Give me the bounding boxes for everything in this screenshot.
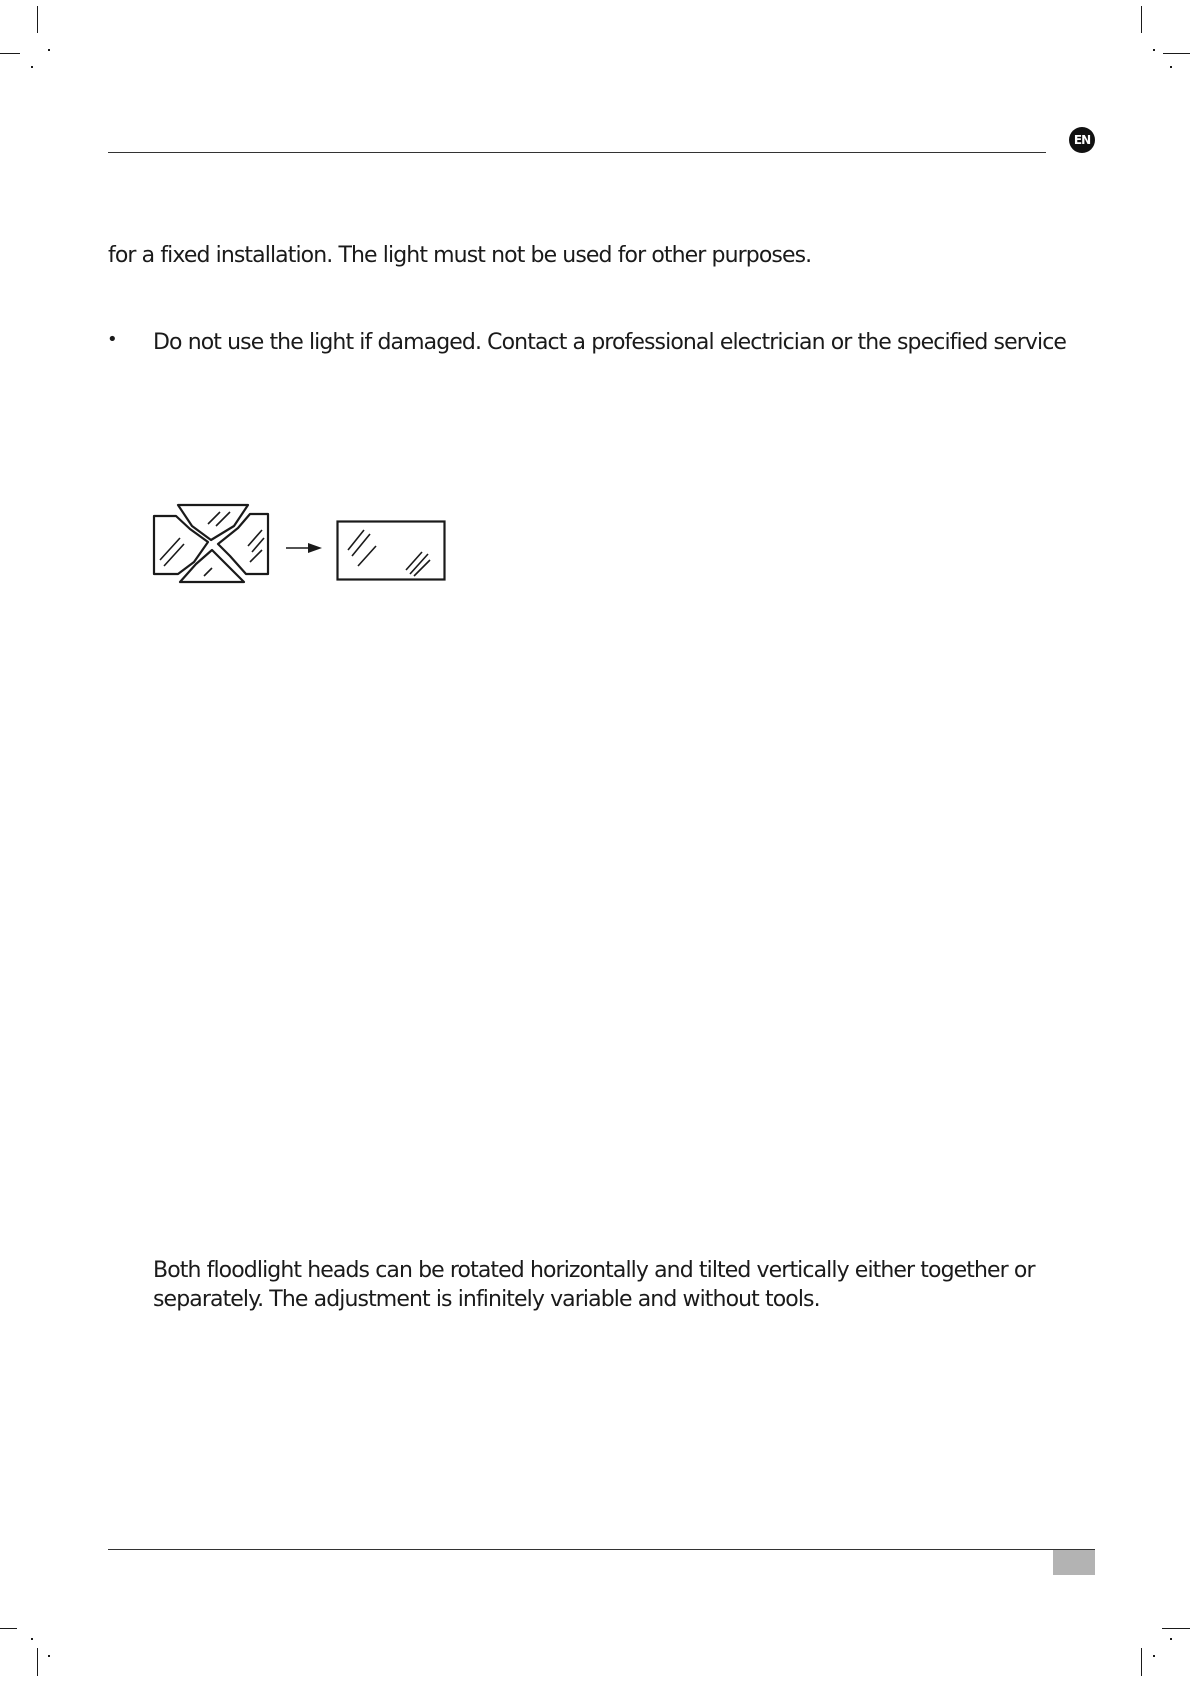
crop-mark xyxy=(1162,1628,1190,1629)
crop-mark xyxy=(48,1655,50,1657)
crop-mark xyxy=(0,53,20,54)
footer-rule xyxy=(108,1549,1095,1550)
crop-mark xyxy=(31,66,33,68)
intact-glass-icon xyxy=(336,520,448,582)
intro-line: for a fixed installation. The light must not be used for other purposes. xyxy=(108,243,812,268)
adjustment-line-1: Both floodlight heads can be rotated horizontally and tilted vertically either together or xyxy=(153,1258,1035,1283)
bullet-text: Do not use the light if damaged. Contact a professional electrician or the specified service xyxy=(153,330,1067,355)
adjustment-line-2: separately. The adjustment is infinitely variable and without tools. xyxy=(153,1287,820,1312)
crop-mark xyxy=(1170,1638,1172,1640)
crop-mark xyxy=(1153,49,1155,51)
crop-mark xyxy=(0,1628,17,1629)
header-rule xyxy=(108,152,1046,153)
crop-mark xyxy=(48,49,50,51)
broken-glass-icon xyxy=(150,502,272,584)
crop-mark xyxy=(1163,53,1190,54)
crop-mark xyxy=(1170,66,1172,68)
crop-mark xyxy=(31,1638,33,1640)
crop-mark xyxy=(1141,6,1142,33)
crop-mark xyxy=(1141,1648,1142,1676)
crop-mark xyxy=(1153,1655,1155,1657)
page-number-tab xyxy=(1053,1550,1095,1575)
language-badge: EN xyxy=(1069,127,1095,153)
crop-mark xyxy=(37,6,38,33)
bullet-marker: • xyxy=(107,329,118,350)
crop-mark xyxy=(37,1648,38,1676)
arrow-right-icon xyxy=(286,541,324,555)
